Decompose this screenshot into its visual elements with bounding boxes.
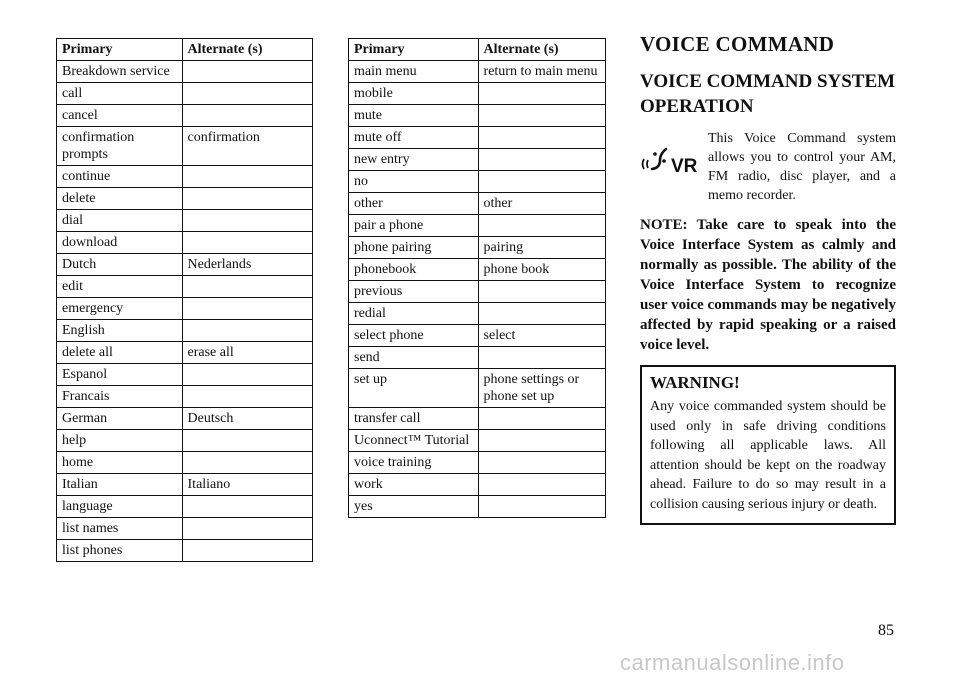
alternate-command-cell: Italiano xyxy=(182,474,312,496)
table-row xyxy=(349,325,606,347)
primary-command-cell: yes xyxy=(349,496,479,518)
alternate-command-cell xyxy=(182,210,312,232)
primary-command-cell: call xyxy=(57,83,183,105)
primary-command-cell: delete xyxy=(57,188,183,210)
primary-command-cell: emergency xyxy=(57,298,183,320)
primary-command-cell: mobile xyxy=(349,83,479,105)
alternate-command-cell xyxy=(182,105,312,127)
primary-command-cell: Italian xyxy=(57,474,183,496)
alternate-command-cell: pairing xyxy=(478,237,605,259)
voice-commands-table-left xyxy=(56,38,313,562)
alternate-command-cell xyxy=(478,347,605,369)
alternate-command-cell: select xyxy=(478,325,605,347)
table-row xyxy=(349,452,606,474)
column-header-alternate: Alternate (s) xyxy=(182,39,312,61)
primary-command-cell: home xyxy=(57,452,183,474)
primary-command-cell: Uconnect™ Tutorial xyxy=(349,430,479,452)
table-row xyxy=(57,540,313,562)
alternate-command-cell: erase all xyxy=(182,342,312,364)
alternate-command-cell xyxy=(182,61,312,83)
primary-command-cell: continue xyxy=(57,166,183,188)
primary-command-cell: language xyxy=(57,496,183,518)
alternate-command-cell xyxy=(478,408,605,430)
alternate-command-cell: return to main menu xyxy=(478,61,605,83)
primary-command-cell: Francais xyxy=(57,386,183,408)
warning-box xyxy=(640,365,896,525)
alternate-command-cell xyxy=(182,364,312,386)
alternate-command-cell xyxy=(478,452,605,474)
table-row xyxy=(349,474,606,496)
alternate-command-cell: other xyxy=(478,193,605,215)
table-row xyxy=(349,430,606,452)
alternate-command-cell xyxy=(182,188,312,210)
primary-command-cell: dial xyxy=(57,210,183,232)
table-row xyxy=(349,193,606,215)
primary-command-cell: help xyxy=(57,430,183,452)
primary-command-cell: mute off xyxy=(349,127,479,149)
primary-command-cell: list names xyxy=(57,518,183,540)
table-row xyxy=(349,408,606,430)
table-row xyxy=(349,149,606,171)
primary-command-cell: pair a phone xyxy=(349,215,479,237)
alternate-command-cell: Nederlands xyxy=(182,254,312,276)
alternate-command-cell xyxy=(478,430,605,452)
alternate-command-cell xyxy=(182,540,312,562)
primary-command-cell: set up xyxy=(349,369,479,408)
table-row xyxy=(349,105,606,127)
alternate-command-cell xyxy=(478,171,605,193)
primary-command-cell: send xyxy=(349,347,479,369)
table-row xyxy=(57,496,313,518)
vr-voice-icon xyxy=(640,145,702,179)
primary-command-cell: work xyxy=(349,474,479,496)
table-row xyxy=(57,320,313,342)
primary-command-cell: select phone xyxy=(349,325,479,347)
primary-command-cell: voice training xyxy=(349,452,479,474)
intro-block xyxy=(640,129,896,205)
alternate-command-cell xyxy=(478,303,605,325)
table-header-row xyxy=(349,39,606,61)
primary-command-cell: list phones xyxy=(57,540,183,562)
alternate-command-cell xyxy=(478,149,605,171)
primary-command-cell: phone pairing xyxy=(349,237,479,259)
alternate-command-cell xyxy=(478,281,605,303)
primary-command-cell: transfer call xyxy=(349,408,479,430)
column-header-alternate: Alternate (s) xyxy=(478,39,605,61)
table-row xyxy=(57,276,313,298)
voice-commands-table-right xyxy=(348,38,606,518)
table-row xyxy=(57,188,313,210)
table-row xyxy=(57,232,313,254)
alternate-command-cell: confirmation xyxy=(182,127,312,166)
table-row xyxy=(349,303,606,325)
table-row xyxy=(57,254,313,276)
table-row xyxy=(349,83,606,105)
table-row xyxy=(57,342,313,364)
primary-command-cell: edit xyxy=(57,276,183,298)
primary-command-cell: English xyxy=(57,320,183,342)
alternate-command-cell xyxy=(182,232,312,254)
primary-command-cell: other xyxy=(349,193,479,215)
primary-command-cell: previous xyxy=(349,281,479,303)
table-row xyxy=(349,237,606,259)
alternate-command-cell xyxy=(182,430,312,452)
primary-command-cell: cancel xyxy=(57,105,183,127)
warning-title: WARNING! xyxy=(650,373,740,392)
section-title: VOICE COMMAND xyxy=(640,32,835,56)
table-row xyxy=(349,259,606,281)
primary-command-cell: delete all xyxy=(57,342,183,364)
vr-icon-label: VR xyxy=(671,156,698,177)
alternate-command-cell xyxy=(182,518,312,540)
table-row xyxy=(349,127,606,149)
table-row xyxy=(57,364,313,386)
primary-command-cell: download xyxy=(57,232,183,254)
primary-command-cell: Espanol xyxy=(57,364,183,386)
intro-paragraph: This Voice Command system allows you to control your AM, FM radio, disc player, and a memo recorder. xyxy=(708,131,896,203)
watermark: carmanualsonline.info xyxy=(620,650,845,675)
page-number: 85 xyxy=(878,622,894,639)
alternate-command-cell xyxy=(182,276,312,298)
alternate-command-cell xyxy=(182,496,312,518)
alternate-command-cell xyxy=(182,320,312,342)
column-header-primary: Primary xyxy=(57,39,183,61)
table-row xyxy=(349,215,606,237)
alternate-command-cell: Deutsch xyxy=(182,408,312,430)
alternate-command-cell: phone book xyxy=(478,259,605,281)
alternate-command-cell xyxy=(182,83,312,105)
alternate-command-cell xyxy=(478,474,605,496)
alternate-command-cell xyxy=(478,127,605,149)
primary-command-cell: main menu xyxy=(349,61,479,83)
column-header-primary: Primary xyxy=(349,39,479,61)
alternate-command-cell xyxy=(478,496,605,518)
section-subtitle: VOICE COMMAND SYSTEM OPERATION xyxy=(640,71,896,117)
warning-text: Any voice commanded system should be used only in safe driving conditions following all applicable laws. All attention should be kept on the roadway ahead. Failure to do so may result in a collision causing serious injury or death. xyxy=(650,399,886,512)
table-row xyxy=(57,210,313,232)
alternate-command-cell xyxy=(478,83,605,105)
alternate-command-cell xyxy=(182,386,312,408)
primary-command-cell: phonebook xyxy=(349,259,479,281)
table-row xyxy=(57,474,313,496)
table-row xyxy=(349,369,606,408)
table-row xyxy=(57,452,313,474)
table-row xyxy=(57,430,313,452)
table-row xyxy=(57,166,313,188)
primary-command-cell: new entry xyxy=(349,149,479,171)
alternate-command-cell xyxy=(478,105,605,127)
table-row xyxy=(57,408,313,430)
primary-command-cell: German xyxy=(57,408,183,430)
table-header-row xyxy=(57,39,313,61)
primary-command-cell: Breakdown service xyxy=(57,61,183,83)
primary-command-cell: confirmation prompts xyxy=(57,127,183,166)
alternate-command-cell: phone settings or phone set up xyxy=(478,369,605,408)
table-row xyxy=(57,518,313,540)
alternate-command-cell xyxy=(182,166,312,188)
alternate-command-cell xyxy=(182,452,312,474)
table-row xyxy=(57,127,313,166)
table-row xyxy=(57,83,313,105)
note-paragraph: NOTE: Take care to speak into the Voice Interface System as calmly and normally as possible. The ability of the Voice Interface System to recognize user voice commands may be negatively affected by rapid speaking or a raised voice level. xyxy=(640,217,896,353)
table-row xyxy=(349,281,606,303)
primary-command-cell: Dutch xyxy=(57,254,183,276)
primary-command-cell: no xyxy=(349,171,479,193)
table-row xyxy=(57,386,313,408)
table-row xyxy=(349,347,606,369)
table-row xyxy=(349,61,606,83)
alternate-command-cell xyxy=(478,215,605,237)
table-row xyxy=(349,171,606,193)
alternate-command-cell xyxy=(182,298,312,320)
voice-command-section xyxy=(640,32,896,525)
primary-command-cell: redial xyxy=(349,303,479,325)
primary-command-cell: mute xyxy=(349,105,479,127)
table-row xyxy=(57,105,313,127)
table-row xyxy=(57,61,313,83)
table-row xyxy=(57,298,313,320)
table-row xyxy=(349,496,606,518)
